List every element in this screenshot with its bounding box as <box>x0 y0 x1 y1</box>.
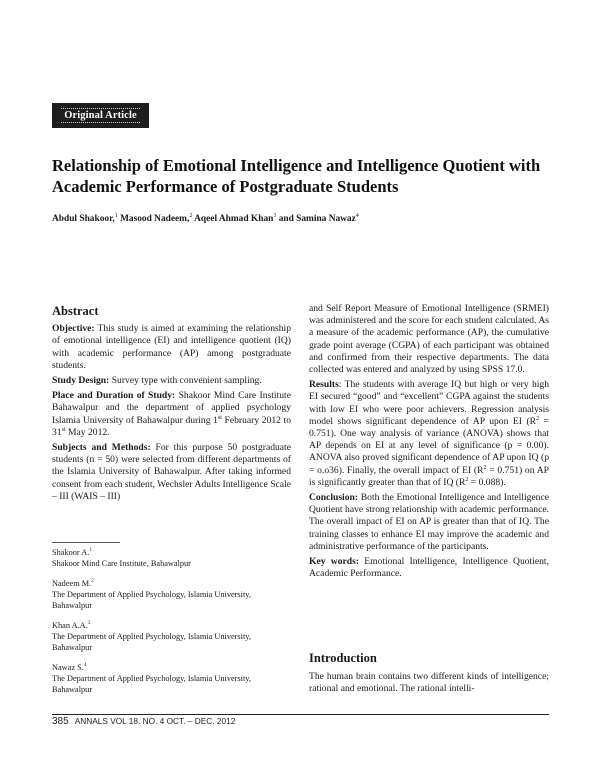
page-number: 385 <box>52 716 69 727</box>
conclusion-paragraph <box>309 492 549 553</box>
affiliation-line: The Department of Applied Psychology, Islamia University, <box>52 674 251 683</box>
results-text: : The students with average IQ but high or very high EI secured “good” and “excellent” CGPA against the students with low EI who were poor achievers. Regression analysis model shows significant dependence of AP upon EI (R <box>309 379 549 427</box>
affiliation-name: Khan A.A. <box>52 621 88 630</box>
results-text: = 0.751) on AP is significantly greater than that of IQ (R <box>309 464 549 488</box>
place-text: May 2012. <box>68 426 110 438</box>
article-type-badge <box>52 103 149 128</box>
affiliations-block <box>52 547 291 704</box>
keywords-label: Key words: <box>309 556 360 568</box>
page-footer <box>52 716 235 727</box>
results-paragraph <box>309 379 549 489</box>
place-paragraph <box>52 390 291 439</box>
affiliation-mark: 4 <box>83 662 87 669</box>
affiliation-line: The Department of Applied Psychology, Islamia University, <box>52 632 251 641</box>
affiliation-mark: 2 <box>91 578 94 585</box>
affiliation-name: Shakoor A. <box>52 548 90 557</box>
author-name: Aqeel Ahmad Khan <box>194 214 274 225</box>
affiliation-mark: 3 <box>87 620 91 627</box>
author-mark: 3 <box>273 213 277 219</box>
author-name: and Samina Nawaz <box>278 214 356 225</box>
author-name: Masood Nadeem, <box>120 214 190 225</box>
introduction-heading: Introduction <box>309 651 377 665</box>
results-superscript: 2 <box>536 415 540 422</box>
design-text: Survey type with convenient sampling. <box>111 375 262 387</box>
place-label: Place and Duration of Study: <box>52 390 176 402</box>
author-mark: 1 <box>114 213 118 219</box>
footer-divider <box>52 714 549 715</box>
author-name: Abdul Shakoor, <box>52 214 115 225</box>
affiliation-entry <box>52 620 291 653</box>
affiliation-name: Nawaz S. <box>52 663 84 672</box>
results-label: Results <box>309 379 339 391</box>
abstract-heading: Abstract <box>52 304 99 318</box>
introduction-text: The human brain contains two different kinds of intelligence; rational and emotional. The rational intelli- <box>309 671 549 695</box>
conclusion-label: Conclusion: <box>309 492 359 504</box>
author-list <box>52 213 552 224</box>
place-text: February 2012 to 31 <box>52 414 291 438</box>
affiliation-line: Shakoor Mind Care Institute, Bahawalpur <box>52 559 191 568</box>
affiliation-line: Bahawalpur <box>52 643 93 652</box>
affiliation-entry <box>52 662 291 695</box>
abstract-left-column <box>52 305 291 506</box>
methods-continued: and Self Report Measure of Emotional Intelligence (SRMEI) was administered and the score for each student calculated. As a measure of the academic performance (AP), the cumulative grade point average (CGPA) of each participant was obtained and confirmed from their respective departments. The data collected was entered and analyzed by using SPSS 17.0. <box>309 303 549 376</box>
objective-text: This study is aimed at examining the relationship of emotional intelligence (EI) and intelligence quotient (IQ) with academic performance (AP) among postgraduate students. <box>52 323 291 371</box>
affiliation-name: Nadeem M. <box>52 579 92 588</box>
keywords-paragraph <box>309 556 549 580</box>
methods-label: Subjects and Methods: <box>52 442 151 454</box>
objective-label: Objective: <box>52 323 95 335</box>
affiliation-entry <box>52 547 291 569</box>
methods-text: For this purpose 50 postgraduate students (n = 50) were selected from different departments of the Islamia University of Bahawalpur. After taking informed consent from each student, Wechsler Adults Intelligence Scale – III (WAIS – III) <box>52 442 291 502</box>
footnote-divider <box>52 542 120 543</box>
results-text: = 0.751). One way analysis of variance (ANOVA) shows that AP depends on EI at any level of significance (p = 0.00). ANOVA also proved significant dependence of AP upon IQ (p = o.o36). Finally, the overall impact of EI (R <box>309 415 549 476</box>
methods-paragraph <box>52 442 291 503</box>
journal-issue: ANNALS VOL 18. NO. 4 OCT. – DEC. 2012 <box>74 716 236 726</box>
abstract-right-column <box>309 303 549 583</box>
article-type-label: Original Article <box>61 108 139 123</box>
affiliation-mark: 1 <box>89 547 93 554</box>
affiliation-line: Bahawalpur <box>52 601 93 610</box>
design-paragraph <box>52 375 291 387</box>
conclusion-text: Both the Emotional Intelligence and Intelligence Quotient have strong relationship with academic performance. The overall impact of EI on AP is greater than that of IQ. The training classes to enhance EI may improve the academic and administrative performance of the participants. <box>309 492 549 552</box>
place-ordinal: st <box>217 414 222 421</box>
results-superscript: 2 <box>483 464 487 471</box>
design-label: Study Design: <box>52 375 110 387</box>
place-text: Shakoor Mind Care Institute Bahawalpur and the department of applied psychology Islamia University of Bahawalpur during 1 <box>52 390 291 426</box>
author-mark: 4 <box>355 213 359 219</box>
paper-title: Relationship of Emotional Intelligence and Intelligence Quotient with Academic Performance of Postgraduate Students <box>52 156 541 196</box>
author-mark: 2 <box>189 213 193 219</box>
objective-paragraph <box>52 323 291 372</box>
affiliation-line: The Department of Applied Psychology, Islamia University, <box>52 590 251 599</box>
affiliation-entry <box>52 578 291 611</box>
results-text: = 0.088). <box>470 476 506 488</box>
place-ordinal: st <box>61 426 66 433</box>
keywords-text: Emotional Intelligence, Intelligence Quotient, Academic Performance. <box>309 556 549 580</box>
affiliation-line: Bahawalpur <box>52 685 93 694</box>
results-superscript: 2 <box>465 476 469 483</box>
